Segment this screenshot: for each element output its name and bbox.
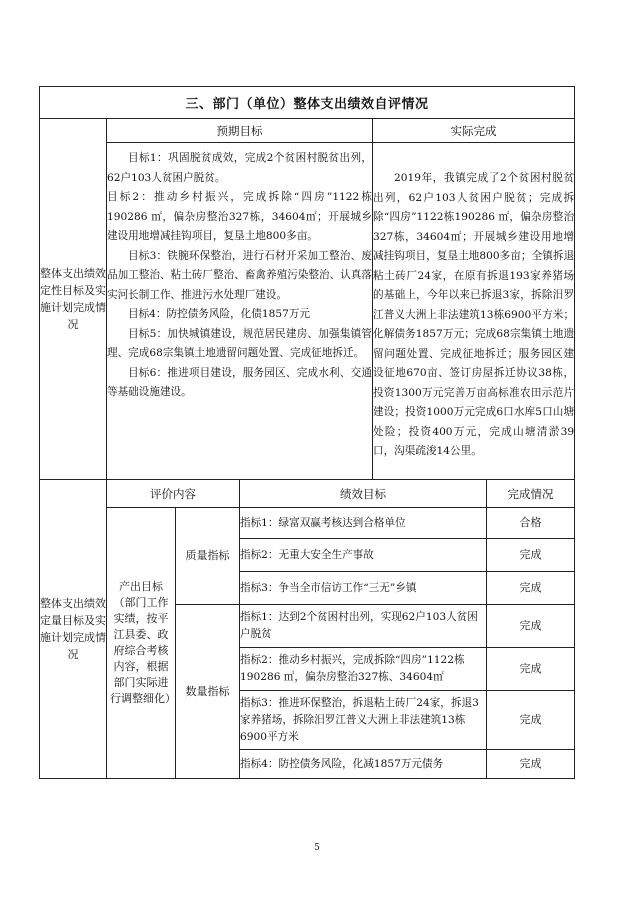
- quantity-status-3: 完成: [487, 691, 575, 750]
- quantity-indicator-4: 指标4：防控债务风险，化减1857万元债务: [240, 750, 487, 779]
- expected-target-header: 预期目标: [107, 119, 373, 143]
- completion-status-header: 完成情况: [487, 480, 575, 508]
- expected-target-1: 目标1：巩固脱贫成效，完成2个贫困村脱贫出列，62户103人贫困户脱贫。: [107, 152, 372, 184]
- quality-indicator-3: 指标3：争当全市信访工作“三无”乡镇: [240, 572, 487, 605]
- quality-indicator-2: 指标2：无重大安全生产事故: [240, 539, 487, 572]
- quality-status-1: 合格: [487, 508, 575, 539]
- output-target-label: 产出目标（部门工作实绩，按平江县委、政府综合考核内容，根据部门实际进行调整细化）: [107, 508, 176, 779]
- quantitative-row-label: 整体支出绩效定量目标及实施计划完成情况: [40, 480, 107, 779]
- expected-target-5: 目标5：加快城镇建设，规范居民建房、加强集镇管理、完成68宗集镇土地遗留问题处置、完成征地拆迁。: [107, 327, 372, 359]
- qualitative-row-label: 整体支出绩效 定性目标及实施计划完成情况: [40, 119, 107, 480]
- quality-indicator-label: 质量指标: [176, 508, 240, 605]
- quantity-indicator-2: 指标2：推动乡村振兴，完成拆除“四房”1122栋190286 ㎡，偏杂房整治327栋、34604㎡: [240, 648, 487, 691]
- expected-target-4: 目标4：防控债务风险，化债1857万元: [128, 308, 311, 320]
- actual-completion-header: 实际完成: [373, 119, 575, 143]
- quality-indicator-1: 指标1：绿富双赢考核达到合格单位: [240, 508, 487, 539]
- expected-targets-cell: [107, 143, 373, 480]
- evaluation-content-header: 评价内容: [107, 480, 240, 508]
- quantity-status-4: 完成: [487, 750, 575, 779]
- quantity-status-1: 完成: [487, 605, 575, 648]
- quantity-indicator-label: 数量指标: [176, 605, 240, 779]
- actual-completion-text: 2019年，我镇完成了2个贫困村脱贫出列，62户103人贫困户脱贫；完成拆除“四房”1122栋190286 ㎡，偏杂房整治327栋，34604㎡；开展城乡建设用地增减挂钩项目，复垦土地800多亩；全镇拆退粘土砖厂24家，在原有拆退193家养猪场的基础上，今年以来已拆退3家，拆除汨罗江普义大洲上非法建筑13栋6900平方米；化解债务1857万元；完成68宗集镇土地遗留问题处置、完成征地拆迁；服务园区建设征地670亩、签订房屋拆迁协议38栋，投资1300万元完善万亩高标准农田示范片建设；投资1000万元完成6口水库5口山塘处险；投资400万元，完成山塘清淤39口，沟渠疏浚14公里。: [373, 172, 575, 457]
- actual-completion-cell: [373, 143, 575, 480]
- quality-status-2: 完成: [487, 539, 575, 572]
- quality-status-3: 完成: [487, 572, 575, 605]
- expected-target-3: 目标3：铁腕环保整治，进行石材开采加工整治、废品加工整治、粘土砖厂整治、畜禽养殖污染整治、认真落实河长制工作、推进污水处理厂建设。: [107, 249, 372, 301]
- expected-target-2: 目标2：推动乡村振兴，完成拆除“四房”1122栋190286 ㎡，偏杂房整治327栋，34604㎡；开展城乡建设用地增减挂钩项目，复垦土地800多亩。: [107, 191, 372, 242]
- expected-target-6: 目标6：推进项目建设，服务园区、完成水利、交通等基础设施建设。: [107, 366, 372, 398]
- quantity-indicator-3: 指标3：推进环保整治，拆退粘土砖厂24家，拆退3家养猪场，拆除汨罗江普义大洲上非法建筑13栋6900平方米: [240, 691, 487, 750]
- quantity-indicator-1: 指标1：达到2个贫困村出列，实现62户103人贫困户脱贫: [240, 605, 487, 648]
- self-evaluation-table: [39, 86, 575, 779]
- performance-target-header: 绩效目标: [240, 480, 487, 508]
- section-title: 三、部门（单位）整体支出绩效自评情况: [40, 87, 575, 119]
- quantity-status-2: 完成: [487, 648, 575, 691]
- page-number: 5: [314, 843, 320, 853]
